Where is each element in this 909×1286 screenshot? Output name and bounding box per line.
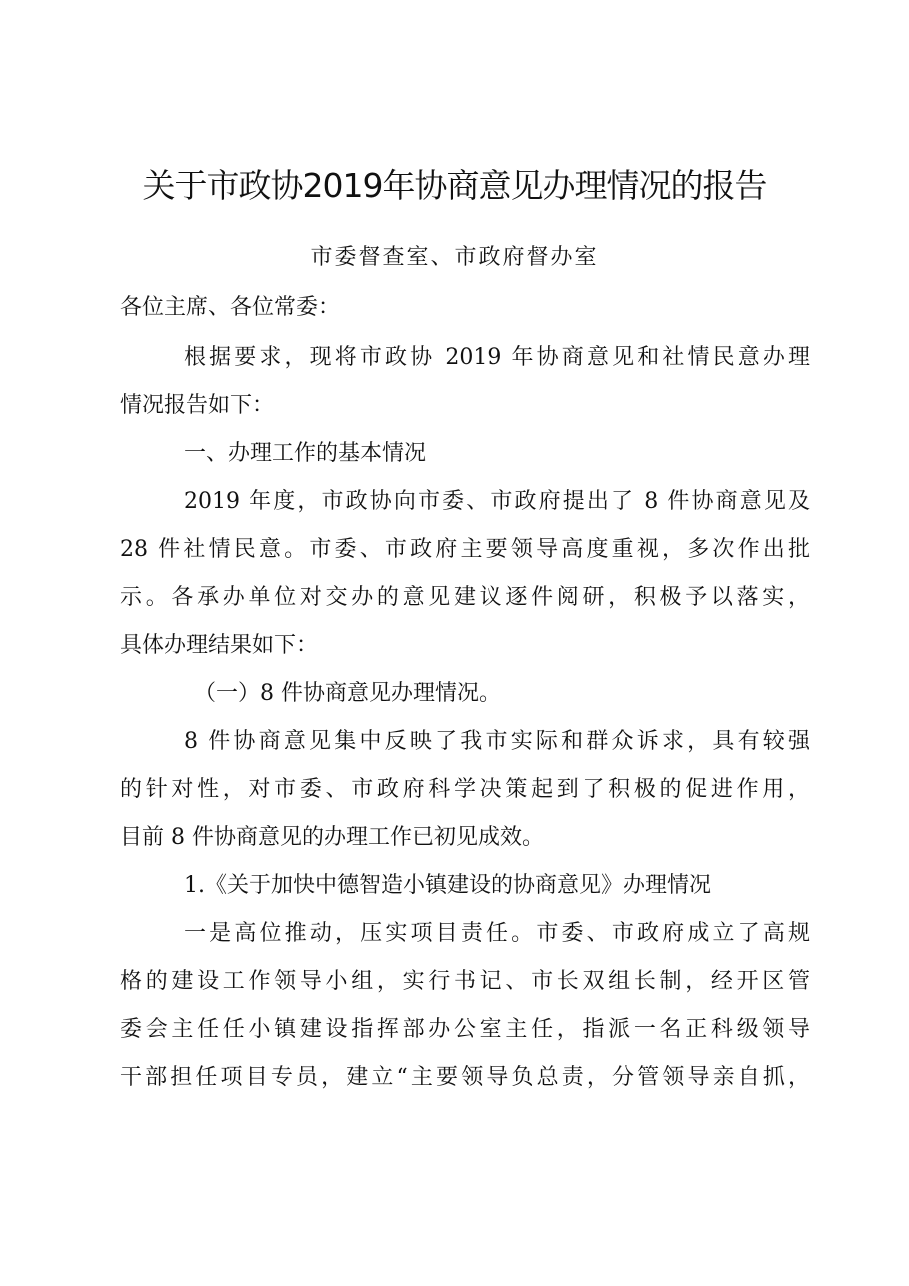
paragraph-line: 28 件社情民意。市委、市政府主要领导高度重视，多次作出批	[120, 537, 810, 562]
subsection-heading: （一）8 件协商意见办理情况。	[194, 681, 501, 706]
paragraph-line: 委会主任任小镇建设指挥部办公室主任，指派一名正科级领导	[120, 1017, 810, 1042]
paragraph-line: 示。各承办单位对交办的意见建议逐件阅研，积极予以落实，	[120, 585, 810, 610]
section-heading: 一、办理工作的基本情况	[184, 441, 427, 466]
paragraph-line: 目前 8 件协商意见的办理工作已初见成效。	[120, 825, 544, 850]
paragraph-line: 具体办理结果如下：	[120, 633, 319, 658]
document-author: 市委督查室、市政府督办室	[310, 245, 599, 270]
paragraph-line: 格的建设工作领导小组，实行书记、市长双组长制，经开区管	[120, 969, 810, 994]
paragraph-line: 8 件协商意见集中反映了我市实际和群众诉求，具有较强	[184, 729, 810, 754]
paragraph-line: 的针对性，对市委、市政府科学决策起到了积极的促进作用，	[120, 777, 810, 802]
document-title: 关于市政协2019年协商意见办理情况的报告	[142, 166, 767, 205]
paragraph-line: 干部担任项目专员，建立“主要领导负总责，分管领导亲自抓，	[120, 1065, 810, 1090]
item-heading: 1.《关于加快中德智造小镇建设的协商意见》办理情况	[184, 873, 711, 898]
paragraph-line: 根据要求，现将市政协 2019 年协商意见和社情民意办理	[184, 345, 810, 370]
salutation: 各位主席、各位常委：	[120, 295, 341, 320]
paragraph-line: 2019 年度，市政协向市委、市政府提出了 8 件协商意见及	[184, 489, 810, 514]
paragraph-line: 情况报告如下：	[120, 393, 275, 418]
paragraph-line: 一是高位推动，压实项目责任。市委、市政府成立了高规	[184, 921, 810, 946]
